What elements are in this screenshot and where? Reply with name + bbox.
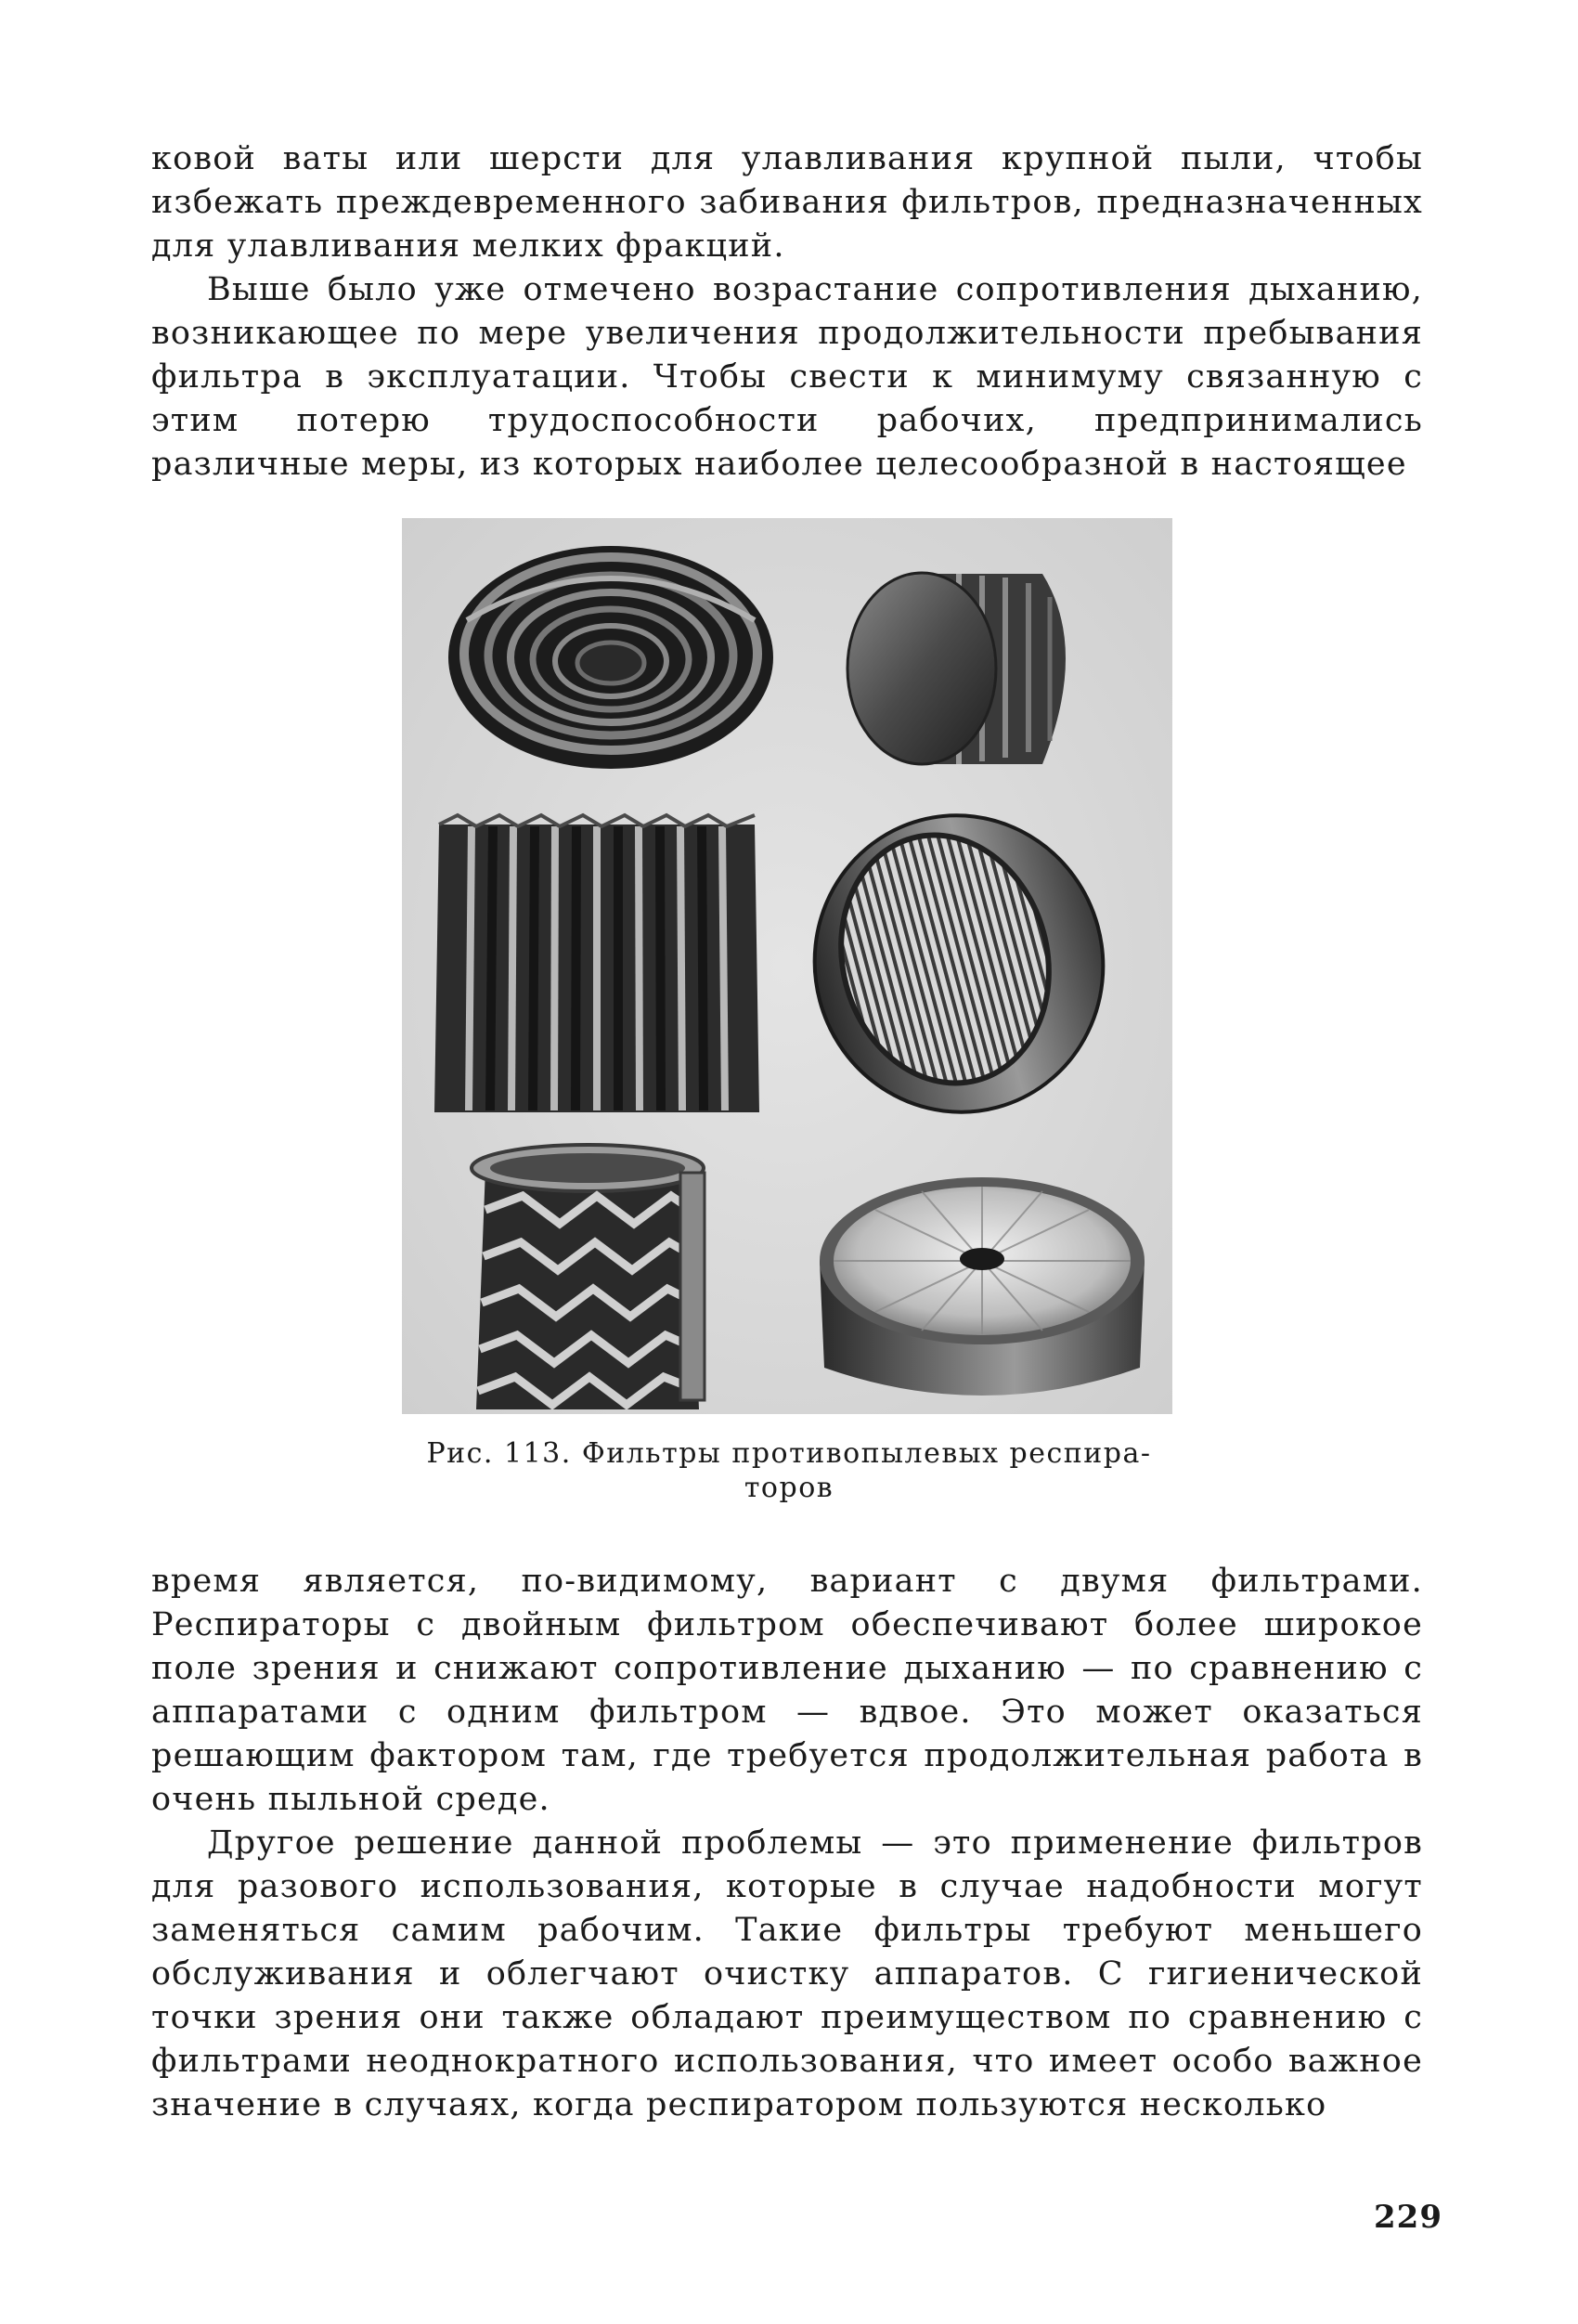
caption-line-2: торов [744, 1472, 834, 1504]
caption-line-1: Рис. 113. Фильтры противопылевых респира- [426, 1437, 1152, 1470]
paragraph-continued: время является, по-видимому, вариант с двумя фильтрами. Респираторы с двойным фильтром обеспечивают более широкое поле зрения и снижают сопротивление дыханию — по сравнению с аппаратами с одним фильтром — вдвое. Это может оказаться решающим фактором там, где требуется продолжительная работа в очень пыльной среде. [151, 1563, 1423, 1818]
canister-filter [820, 1177, 1145, 1396]
pleated-sheet-filter [434, 815, 759, 1112]
paragraph: Другое решение данной проблемы — это применение фильтров для разового использования, которые в случае надобности могут заменяться самим рабочим. Такие фильтры требуют меньшего обслуживания и облегчают очистку аппаратов. С гигиенической точки зрения они также обладают преимуществом по сравнению с фильтрами неоднократного использования, что имеет особо важное значение в случаях, когда респиратором пользуются несколько [151, 1824, 1423, 2123]
text-block-bottom [151, 1560, 1423, 2127]
paragraph: Выше было уже отмечено возрастание сопротивления дыханию, возникающее по мере увеличения продолжительности пребывания фильтра в эксплуатации. Чтобы свести к минимуму связанную с этим потерю трудоспособности рабочих, предпринимались различные меры, из которых наиболее целесообразной в настоящее [151, 271, 1423, 483]
page-number: 229 [1374, 2199, 1442, 2236]
concentric-filter [448, 546, 773, 769]
wavy-cylinder-filter [472, 1145, 705, 1409]
filters-photo [402, 518, 1172, 1414]
figure-caption [371, 1436, 1207, 1505]
figure-113-respirator-filters [402, 518, 1172, 1414]
text-block-top [151, 137, 1423, 487]
paragraph-continued: ковой ваты или шерсти для улавливания крупной пыли, чтобы избежать преждевременного забивания фильтров, предназначенных для улавливания мелких фракций. [151, 140, 1423, 265]
corrugated-cylinder-filter [847, 573, 1066, 764]
